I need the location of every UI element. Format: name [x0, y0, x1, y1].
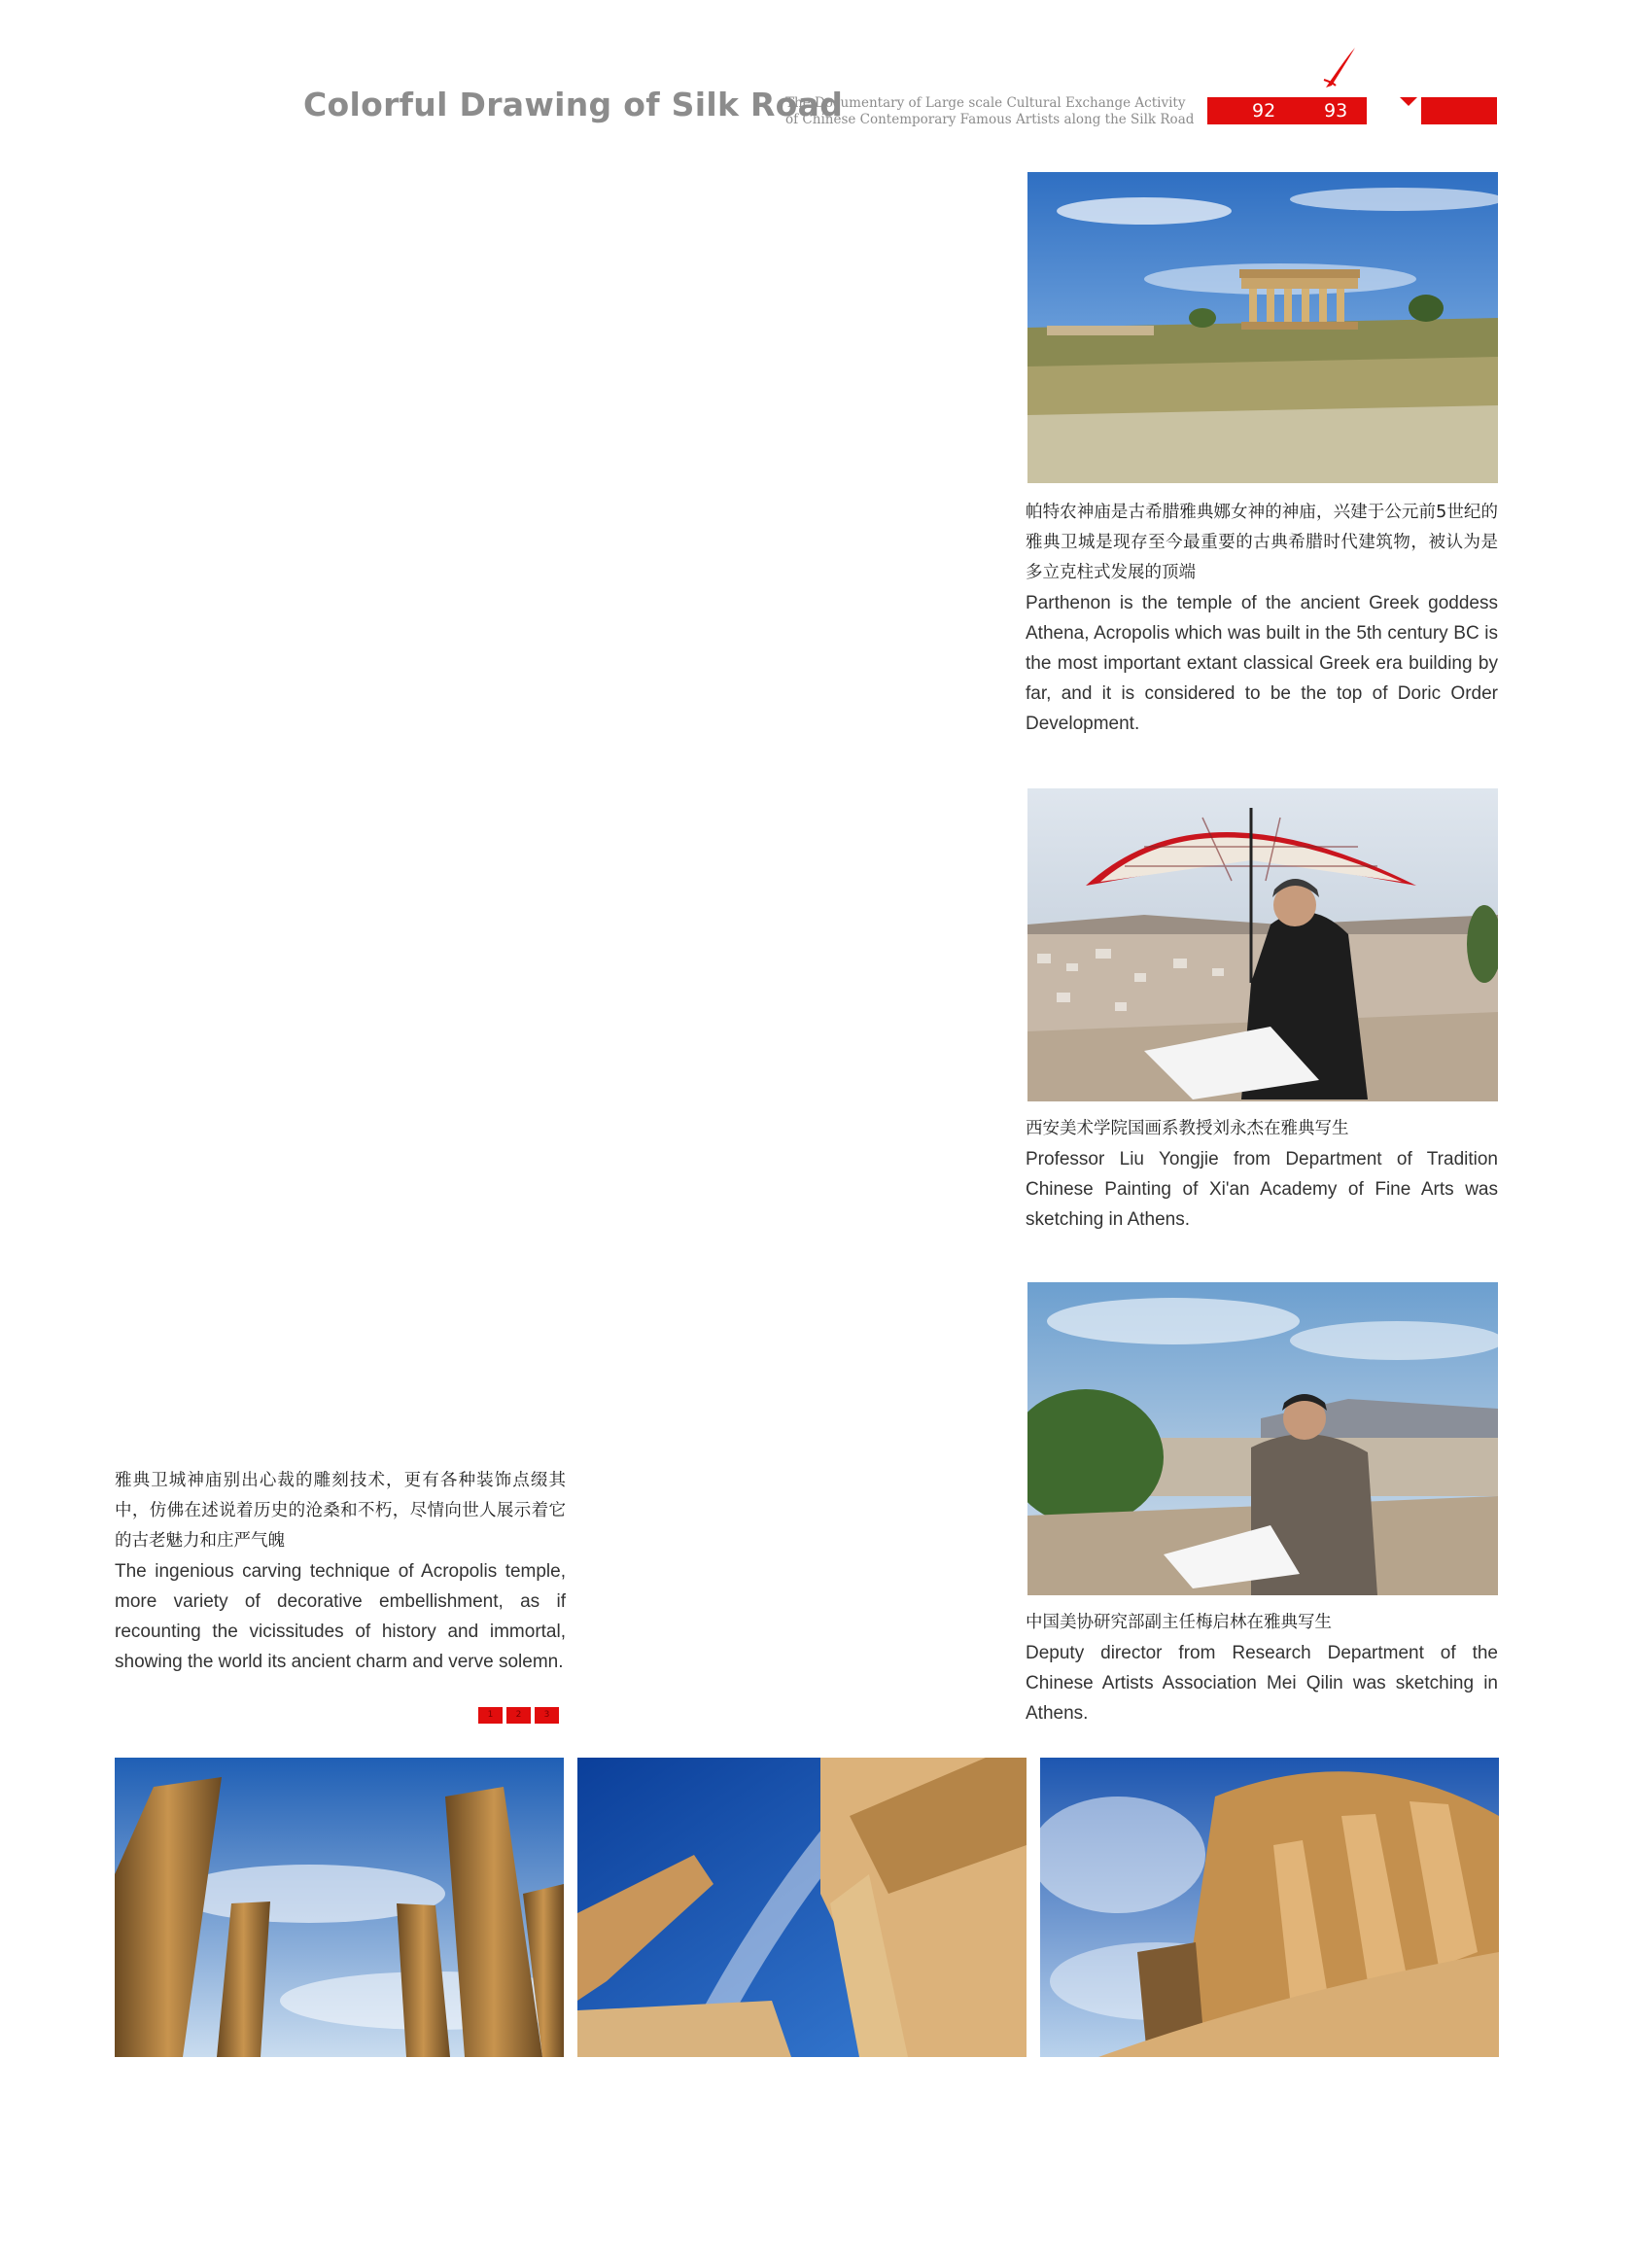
- triangle-marker-icon: [1400, 97, 1417, 106]
- caption-zh: 雅典卫城神庙别出心裁的雕刻技术，更有各种装饰点缀其中，仿佛在述说着历史的沧桑和不朽，尽情向世人展示着它的古老魅力和庄严气魄: [115, 1471, 566, 1551]
- subtitle-line-1: The Documentary of Large scale Cultural Exchange Activity: [785, 95, 1186, 111]
- columns-photo-2: [577, 1758, 1027, 2057]
- subtitle-line-2: of Chinese Contemporary Famous Artists along the Silk Road: [785, 112, 1195, 127]
- caption-zh: 帕特农神庙是古希腊雅典娜女神的神庙，兴建于公元前5世纪的雅典卫城是现存至今最重要的古典希腊时代建筑物，被认为是多立克柱式发展的顶端: [1026, 503, 1498, 582]
- pager-item-1[interactable]: 1: [478, 1707, 503, 1724]
- page-accent-bar: [1421, 97, 1497, 124]
- brush-stroke-icon: [1322, 47, 1357, 89]
- caption-en: Professor Liu Yongjie from Department of Tradition Chinese Painting of Xi'an Academy of Fine Arts was sketching in Athens.: [1026, 1149, 1498, 1230]
- page-number-left: 92: [1252, 100, 1276, 122]
- caption-mei-qilin: [1026, 1608, 1498, 1728]
- artist-mei-qilin-photo: [1027, 1282, 1498, 1595]
- columns-photo-1: [115, 1758, 564, 2057]
- page-number-right: 93: [1324, 100, 1348, 122]
- photo-pager: [478, 1707, 559, 1724]
- caption-acropolis-carving: [115, 1466, 566, 1677]
- pager-item-2[interactable]: 2: [506, 1707, 531, 1724]
- page-title: Colorful Drawing of Silk Road: [303, 86, 844, 123]
- caption-liu-yongjie: [1026, 1114, 1498, 1235]
- caption-zh: 西安美术学院国画系教授刘永杰在雅典写生: [1026, 1119, 1349, 1138]
- pager-item-3[interactable]: 3: [535, 1707, 559, 1724]
- caption-en: Parthenon is the temple of the ancient Greek goddess Athena, Acropolis which was built in the 5th century BC is the most important extant classical Greek era building by far, and it is considered to be the top of Doric Order Development.: [1026, 593, 1498, 734]
- columns-photo-3: [1040, 1758, 1499, 2057]
- acropolis-temple-photo: [1027, 172, 1498, 483]
- caption-en: The ingenious carving technique of Acropolis temple, more variety of decorative embellishment, as if recounting the vicissitudes of history and immortal, showing the world its ancient charm and verve solemn.: [115, 1561, 566, 1672]
- artist-liu-yongjie-photo: [1027, 788, 1498, 1101]
- caption-en: Deputy director from Research Department of the Chinese Artists Association Mei Qilin was sketching in Athens.: [1026, 1643, 1498, 1724]
- caption-zh: 中国美协研究部副主任梅启林在雅典写生: [1026, 1613, 1332, 1632]
- page-subtitle: [785, 95, 1194, 128]
- caption-parthenon: [1026, 498, 1498, 739]
